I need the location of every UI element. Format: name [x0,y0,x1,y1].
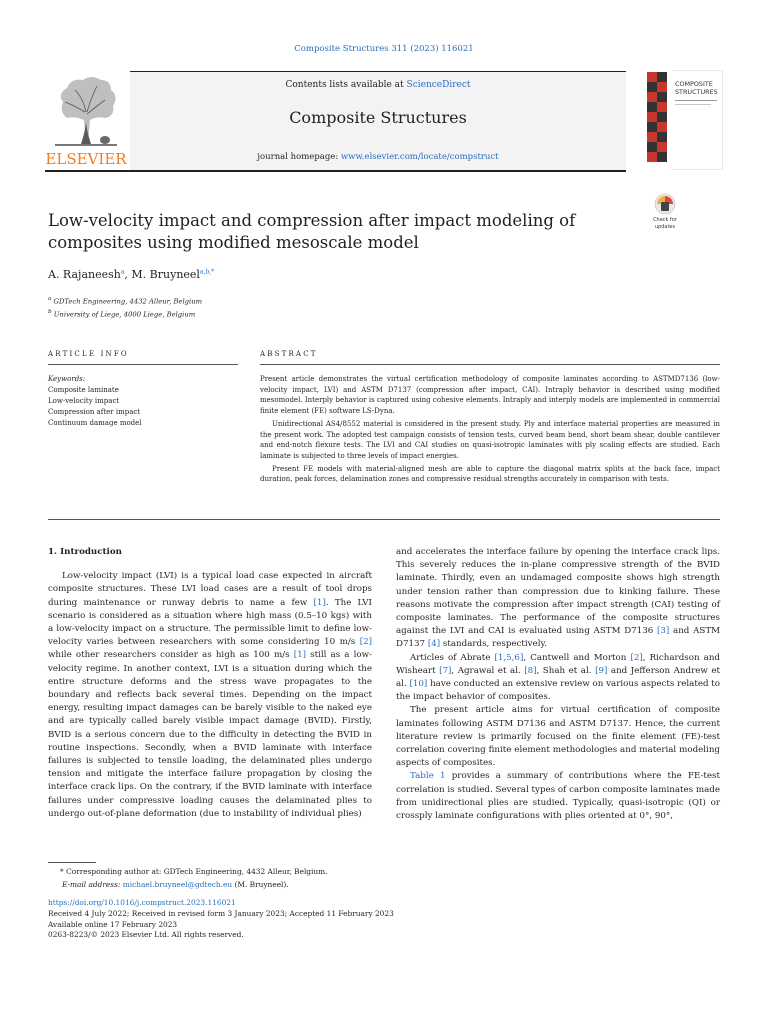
citation-link[interactable]: [1,5,6] [494,652,524,663]
masthead-bottom-rule [45,170,626,172]
article-info-rule [48,364,238,365]
body-paragraph: Table 1 provides a summary of contributions where the FE-test correlation is studied. Several types of carbon composite laminates made from unidirectional plies are studied. Typically, quasi-isotropic (QI) or crossply laminate configurations with plies oriented at 0°, 90°, [396,771,720,822]
citation-link[interactable]: [4] [427,639,441,650]
abstract-paragraph: Present FE models with material-aligned mesh are able to capture the diagonal matrix splits at the back face, impact duration, peak forces, delamination zones and compressive residual strengths accurately in comparison with tests. [260,464,720,484]
citation-link[interactable]: [8] [524,665,537,676]
keywords-block [48,374,238,429]
citation-link[interactable]: [7] [439,665,452,676]
abstract-text [260,374,720,487]
svg-text:STRUCTURES: STRUCTURES [675,88,718,96]
author-name: M. Bruyneel [131,268,200,281]
journal-cover-thumbnail[interactable] [645,70,723,170]
body-paragraph: and accelerates the interface failure by opening the interface crack lips. This severely reduces the in-plane compressive strength of the BVID laminate. Thirdly, even an undamaged composite shows high strength under tension rather than compression due to kinking failure. These reasons motivate the compression after impact strength (CAI) testing of composite laminates. The performance of the composite structures against the LVI and CAI is evaluated using ASTM D7136 [3] and ASTM D7137 [4] standards, respectively. [396,547,721,650]
citation-link[interactable]: [3] [657,626,670,637]
article-info-heading: ARTICLE INFO [48,350,129,358]
svg-text:ELSEVIER: ELSEVIER [45,150,127,168]
abstract-paragraph: Unidirectional AS4/8552 material is considered in the present study. Ply and interface material properties are measured in the present work. The adopted test campaign consists of tension tests, curved beam bend, short beam shear, double cantilever and end-notch flexure tests. The LVI and CAI studies on quasi-isotropic laminates with ply scaling effects are studied. Each laminate is subjected to three levels of impact energies. [260,419,720,460]
author-affiliation-mark[interactable]: a [120,268,125,276]
keyword-item: Composite laminate [48,386,119,394]
svg-text:updates: updates [654,224,676,230]
journal-homepage: journal homepage: www.elsevier.com/locate/compstruct [257,152,499,162]
affiliations [48,294,202,321]
affiliation-b: $^b$ University of Liege, 4000 Liege, Belgium [48,309,196,319]
article-title: Low-velocity impact and compression after impact modeling of composites using modified mesoscale model [48,211,576,252]
author-list: A. Rajaneesh$^a$, M. Bruyneel$^{a,b,*}$ [48,268,215,281]
body-paragraph: Low-velocity impact (LVI) is a typical load case expected in aircraft composite structures. These LVI load cases are a result of tool drops during maintenance or runway debris to name a few [1]. The LVI scenario is considered as a situation where high mass (0.5–10 kgs) with a low-velocity impact on a structure. The permissible limit to define low-velocity varies between researchers with some considering 10 m/s [2] while other researchers consider as high as 100 m/s [1] still as a low-velocity regime. In another context, LVI is a situation during which the entire structure deforms and the stress wave propagates to the boundary and reflects back several times. Depending on the impact energy, resulting impact damages can be barely visible to the naked eye and are typically called barely visible impact damage (BVID). Firstly, BVID is a serious concern due to the difficulty in detecting the BVID in routine inspections. Secondly, when a BVID laminate with interface failures is subjected to tensile loading, the delaminated plies undergo tension and mitigate the interface failure propagation by closing the interface crack lips. On the contrary, if the BVID laminate with interface failures under compressive loading causes the delaminated plies to undergo out-of-plane deformation (due to instability of individual plies) [48,571,372,819]
journal-name: Composite Structures [289,108,467,127]
svg-text:COMPOSITE: COMPOSITE [675,80,713,88]
body-column-right [396,546,720,823]
keyword-item: Continuum damage model [48,419,142,427]
abstract-heading: ABSTRACT [260,350,318,358]
body-rule [48,519,720,520]
citation-link[interactable]: [10] [409,679,428,690]
journal-cover-icon [645,70,723,170]
footnotes [48,866,720,891]
footnote-rule [48,862,96,863]
keywords-label: Keywords: [48,375,86,383]
contents-line: Contents lists available at ScienceDirect [285,80,471,90]
masthead-top-rule [130,71,626,72]
abstract-rule [260,364,720,365]
email-link[interactable]: michael.bruyneel@gdtech.eu [122,879,233,889]
svg-text:Check for: Check for [653,217,677,223]
citation-link[interactable]: [1] [293,650,307,661]
author-name: A. Rajaneesh [48,268,121,281]
email-note: E-mail address: michael.bruyneel@gdtech.eu (M. Bruyneel). [62,879,289,889]
citation-link[interactable]: [2] [359,637,372,648]
received-dates: Received 4 July 2022; Received in revised form 3 January 2023; Accepted 11 February 2023 [48,908,394,918]
citation-link[interactable]: [2] [630,652,643,663]
body-column-left [48,546,372,821]
abstract-paragraph: Present article demonstrates the virtual certification methodology of composite laminates according to ASTMD7136 (low-velocity impact, LVI) and ASTM D7137 (compression after impact, CAI). Intraply behavior is described using modified mesomodel. Interply behavior is captured using cohesive elements. Intraply and interply models are implemented in commercial finite element (FE) software LS-Dyna. [260,375,720,416]
body-paragraph: Articles of Abrate [1,5,6], Cantwell and Morton [2], Richardson and Wisheart [7], Agrawal et al. [8], Shah et al. [9] and Jefferson Andrew et al. [10] have conducted an extensive review on various aspects related to the impact behavior of composites. [396,652,721,703]
body-paragraph: The present article aims for virtual certification of composite laminates following ASTM D7136 and ASTM D7137. Hence, the current literature review is primarily focused on the finite element (FE)-test correlation covering finite element methodologies and material modeling aspects of composites. [396,705,720,769]
keyword-item: Compression after impact [48,408,141,416]
elsevier-logo[interactable] [45,72,127,168]
journal-reference[interactable]: Composite Structures 311 (2023) 116021 [294,44,474,54]
sciencedirect-link[interactable]: ScienceDirect [406,80,471,90]
online-date: Available online 17 February 2023 [48,919,178,929]
homepage-link[interactable]: www.elsevier.com/locate/compstruct [340,152,499,162]
doi-link[interactable]: https://doi.org/10.1016/j.compstruct.2023.116021 [48,898,236,907]
section-heading: 1. Introduction [48,547,122,557]
citation-link[interactable]: [1] [313,597,326,608]
citation-link[interactable]: [9] [595,665,608,676]
affiliation-a: $^a$ GDTech Engineering, 4432 Alleur, Belgium [48,296,203,306]
author-affiliation-mark[interactable]: a,b,* [199,268,215,276]
check-for-updates-icon [648,193,682,231]
keyword-item: Low-velocity impact [48,397,120,405]
copyright: 0263-8223/© 2023 Elsevier Ltd. All rights reserved. [48,930,244,940]
publication-info [48,898,720,941]
check-for-updates-badge[interactable] [648,193,682,231]
table-link[interactable]: Table 1 [410,771,446,782]
corresponding-author-note: * Corresponding author at: GDTech Engineering, 4432 Alleur, Belgium. [60,867,328,876]
elsevier-tree-icon [45,72,127,168]
